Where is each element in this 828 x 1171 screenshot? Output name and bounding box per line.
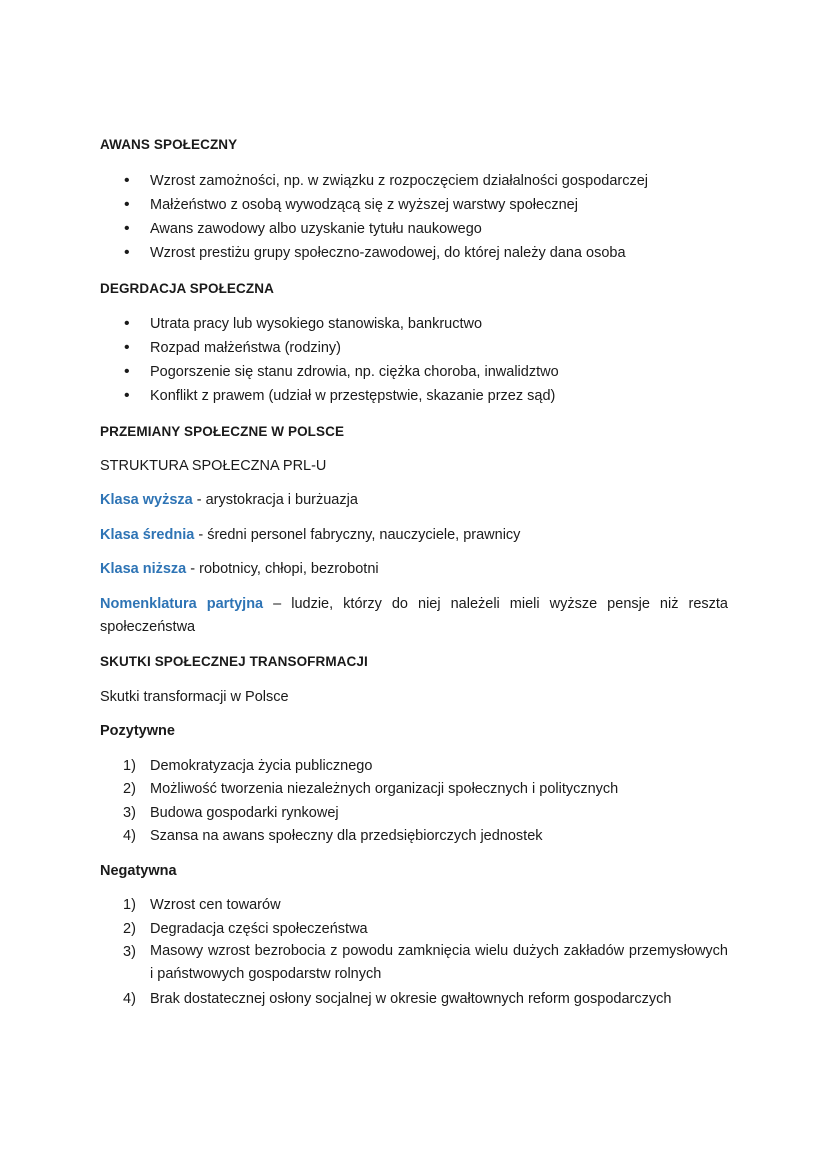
bullet-icon: •	[124, 339, 130, 356]
class-term: Klasa wyższa	[100, 492, 193, 508]
class-term: Nomenklatura partyjna	[100, 596, 264, 612]
class-term: Klasa niższa	[100, 561, 187, 577]
heading-degradacja: DEGRDACJA SPOŁECZNA	[100, 281, 274, 296]
skutki-intro: Skutki transformacji w Polsce	[100, 689, 289, 705]
heading-skutki: SKUTKI SPOŁECZNEJ TRANSOFRMACJI	[100, 654, 368, 669]
class-entry	[100, 593, 728, 639]
negative-label: Negatywna	[100, 863, 177, 879]
class-desc: - arystokracja i burżuazja	[192, 492, 358, 508]
bullet-icon: •	[124, 172, 130, 189]
bullet-icon: •	[124, 315, 130, 332]
class-entry	[100, 527, 520, 543]
heading-awans: AWANS SPOŁECZNY	[100, 137, 238, 152]
bullet-icon: •	[124, 220, 130, 237]
class-desc: - robotnicy, chłopi, bezrobotni	[186, 561, 379, 577]
class-term: Klasa średnia	[100, 527, 195, 543]
class-desc: – ludzie, którzy do niej należeli mieli wyższe pensje niż reszta społeczeństwa	[100, 596, 728, 635]
class-entry	[100, 561, 379, 577]
class-entry	[100, 492, 358, 508]
heading-przemiany: PRZEMIANY SPOŁECZNE W POLSCE	[100, 424, 345, 439]
positive-label: Pozytywne	[100, 723, 175, 739]
bullet-icon: •	[124, 196, 130, 213]
subheading-struktura: STRUKTURA SPOŁECZNA PRL-U	[100, 458, 327, 474]
class-desc: - średni personel fabryczny, nauczyciele, prawnicy	[194, 527, 521, 543]
bullet-icon: •	[124, 387, 130, 404]
bullet-icon: •	[124, 244, 130, 261]
bullet-icon: •	[124, 363, 130, 380]
